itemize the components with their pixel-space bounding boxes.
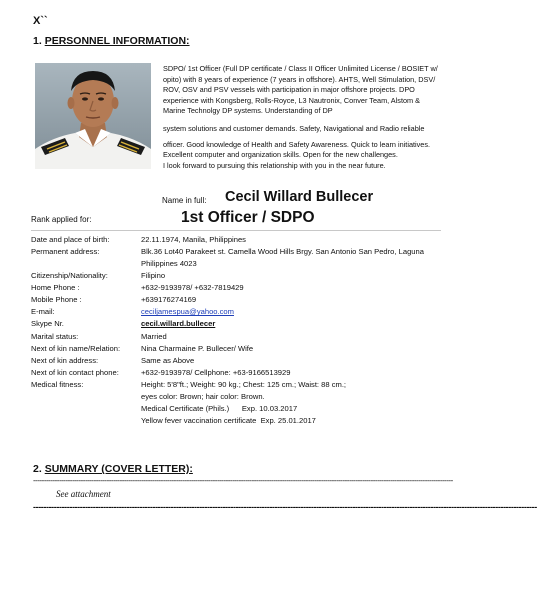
detail-value: Blk.36 Lot40 Parakeet st. Camella Wood Hills Brgy. San Antonio San Pedro, Laguna Philippines 4023 bbox=[141, 247, 424, 269]
detail-row-skype bbox=[31, 318, 441, 330]
detail-row-mobile-phone bbox=[31, 294, 441, 306]
detail-label: Marital status: bbox=[31, 331, 79, 341]
detail-row-email bbox=[31, 306, 441, 318]
personal-details-table bbox=[31, 234, 441, 427]
portrait-photo bbox=[35, 63, 151, 169]
detail-label: Medical fitness: bbox=[31, 379, 84, 389]
summary-paragraph: officer. Good knowledge of Health and Safety Awareness. Quick to learn initiatives. Excellent computer and organization skills. Open for the new challenges. bbox=[163, 139, 431, 160]
detail-label: Date and place of birth: bbox=[31, 235, 110, 244]
detail-row-yellow-fever bbox=[31, 415, 441, 427]
detail-label: Citizenship/Nationality: bbox=[31, 271, 108, 281]
detail-label: E-mail: bbox=[31, 307, 55, 317]
summary-paragraph: I look forward to pursuing this relationship with you in the near future. bbox=[163, 160, 386, 170]
detail-row-kin-address bbox=[31, 355, 441, 367]
detail-row-kin-phone bbox=[31, 367, 441, 379]
detail-row-home-phone bbox=[31, 282, 441, 294]
full-name: Cecil Willard Bullecer bbox=[225, 189, 374, 205]
detail-row-medical-cont bbox=[31, 391, 441, 403]
name-label: Name in full: bbox=[162, 196, 207, 205]
detail-label: Home Phone : bbox=[31, 283, 80, 293]
detail-value: 22.11.1974, Manila, Philippines bbox=[141, 235, 246, 244]
divider bbox=[31, 230, 441, 231]
dashed-separator: -------------------------------------------------------------------------------------------------------------------------------------------------------------------------------------------------- bbox=[33, 476, 453, 485]
detail-label: Mobile Phone : bbox=[31, 295, 82, 305]
rank-label: Rank applied for: bbox=[31, 215, 92, 224]
summary-paragraph: system solutions and customer demands. Safety, Navigational and Radio reliable bbox=[163, 123, 425, 133]
detail-value: Nina Charmaine P. Bullecer/ Wife bbox=[141, 343, 254, 353]
detail-row-next-of-kin bbox=[31, 343, 441, 355]
section-number: 2. bbox=[33, 463, 42, 475]
detail-value: +632-9193978/ Cellphone: +63-9166513929 bbox=[141, 367, 291, 377]
profile-summary bbox=[163, 64, 441, 171]
rank-value: 1st Officer / SDPO bbox=[181, 209, 315, 226]
detail-label: Next of kin contact phone: bbox=[31, 367, 119, 377]
detail-value: eyes color: Brown; hair color: Brown. bbox=[141, 392, 265, 402]
detail-label: Next of kin name/Relation: bbox=[31, 343, 121, 353]
skype-id: cecil.willard.bullecer bbox=[141, 319, 216, 329]
attachment-note: See attachment bbox=[56, 489, 111, 499]
detail-row-citizenship bbox=[31, 270, 441, 282]
detail-value: Married bbox=[141, 331, 167, 341]
detail-row-marital bbox=[31, 331, 441, 343]
section-heading-personnel bbox=[33, 35, 190, 47]
detail-row-address bbox=[31, 246, 441, 270]
detail-value: Same as Above bbox=[141, 355, 195, 365]
detail-value: +639176274169 bbox=[141, 295, 197, 305]
detail-label: Skype Nr. bbox=[31, 319, 64, 329]
detail-row-medical-cert bbox=[31, 403, 441, 415]
detail-row-dob bbox=[31, 234, 441, 246]
detail-value: Medical Certificate (Phils.) Exp. 10.03.2017 bbox=[141, 404, 298, 414]
header-mark: X`` bbox=[33, 15, 48, 27]
detail-row-medical bbox=[31, 379, 441, 391]
summary-paragraph: SDPO/ 1st Officer (Full DP certificate / Class II Officer Unlimited License / BOSIET w/ opito) with 8 years of experience (7 years in offshore). AHTS, Well Stimulation, DSV/ ROV, OSV and PSV vessels with participation in major offshore projects. DPO experience with Kongsberg, Rolls-Royce, L3 Nautronix, Conver Team, Alstom & Marine Technolgy DP systems. Understanding of DP bbox=[163, 64, 438, 116]
section-heading-summary bbox=[33, 463, 193, 475]
detail-value: Filipino bbox=[141, 271, 166, 281]
section-number: 1. bbox=[33, 35, 42, 47]
detail-value: Yellow fever vaccination certificate Exp. 25.01.2017 bbox=[141, 416, 316, 426]
detail-value: +632-9193978/ +632-7819429 bbox=[141, 283, 244, 293]
section-title: SUMMARY (COVER LETTER): bbox=[44, 463, 193, 475]
detail-label: Permanent address: bbox=[31, 247, 100, 257]
email-link[interactable]: ceciljamespua@yahoo.com bbox=[141, 307, 234, 317]
portrait-illustration bbox=[35, 63, 151, 169]
detail-value: Height: 5'8"ft.; Weight: 90 kg.; Chest: 125 cm.; Waist: 88 cm.; bbox=[141, 379, 347, 389]
dashed-separator-bold: -------------------------------------------------------------------------------------------------------------------------------------------------------------------------------------------------- bbox=[33, 502, 537, 512]
section-title: PERSONNEL INFORMATION: bbox=[44, 35, 190, 47]
detail-label: Next of kin address: bbox=[31, 355, 99, 365]
